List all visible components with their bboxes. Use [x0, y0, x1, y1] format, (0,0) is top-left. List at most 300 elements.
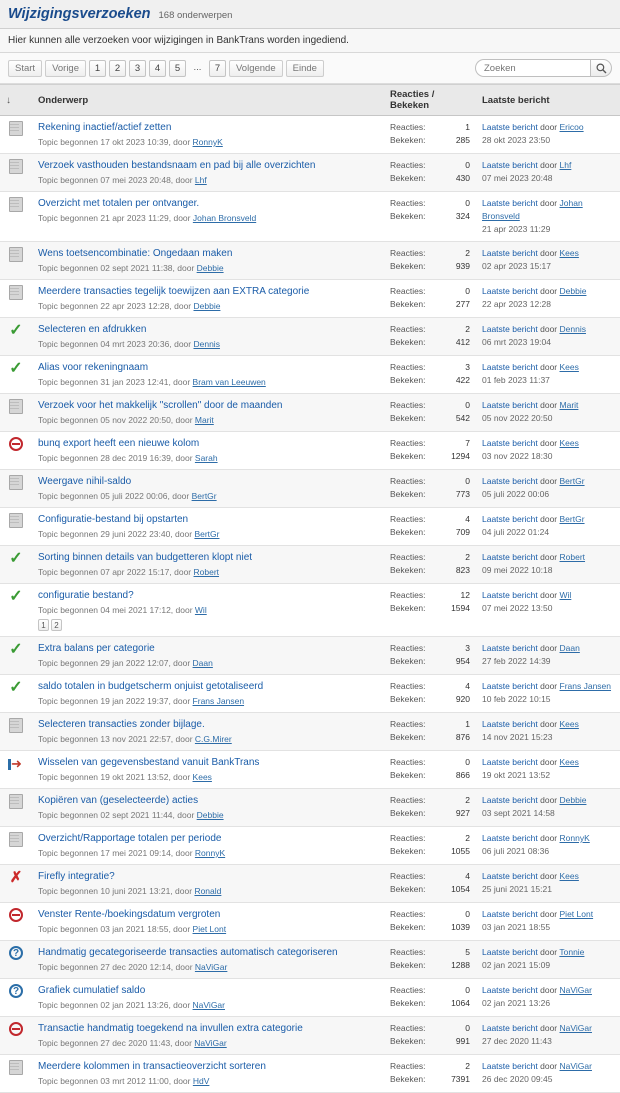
- table-row[interactable]: [0, 546, 620, 584]
- replies-value: 2: [465, 1061, 470, 1071]
- views-value: 430: [455, 173, 470, 183]
- replies-line: [390, 794, 470, 807]
- last-post-date: 02 apr 2023 15:17: [482, 261, 552, 271]
- replies-label: Reacties:: [390, 286, 426, 296]
- table-row[interactable]: [0, 903, 620, 941]
- topic-meta: Topic begonnen 17 mei 2021 09:14, door RonnyK: [38, 848, 226, 858]
- column-header-subject[interactable]: Onderwerp: [32, 85, 384, 116]
- last-post-line: Laatste bericht door Debbie: [482, 795, 587, 805]
- last-post-line: Laatste bericht door Marit: [482, 400, 579, 410]
- row-subject-cell: [32, 192, 384, 242]
- pagination-start[interactable]: Start: [8, 60, 42, 77]
- table-row[interactable]: [0, 865, 620, 903]
- views-line: [390, 997, 470, 1010]
- sort-descending-icon[interactable]: ↓: [6, 94, 11, 106]
- views-value: 954: [455, 656, 470, 666]
- replies-line: [390, 247, 470, 260]
- topic-title-link[interactable]: Configuratie-bestand bij opstarten: [38, 514, 189, 525]
- last-post-author-link[interactable]: Piet Lont: [559, 909, 594, 919]
- topic-author-link[interactable]: Sarah: [194, 453, 218, 463]
- views-line: [390, 298, 470, 311]
- replies-line: [390, 1022, 470, 1035]
- topic-icon: [9, 513, 23, 528]
- row-last-post-cell: [476, 637, 620, 675]
- search-icon[interactable]: [590, 59, 612, 77]
- row-status-icon-cell: [0, 546, 32, 584]
- table-row[interactable]: [0, 154, 620, 192]
- last-post-link[interactable]: Laatste bericht: [482, 362, 538, 372]
- pagination-prev[interactable]: Vorige: [45, 60, 86, 77]
- column-header-last-post[interactable]: Laatste bericht: [476, 85, 620, 116]
- topic-meta: Topic begonnen 29 juni 2022 23:40, door BertGr: [38, 529, 220, 539]
- pagination-next[interactable]: Volgende: [229, 60, 283, 77]
- topic-author-link[interactable]: RonnyK: [194, 848, 226, 858]
- row-subject-cell: [32, 865, 384, 903]
- last-post-link[interactable]: Laatste bericht: [482, 476, 538, 486]
- row-subject-cell: [32, 394, 384, 432]
- topic-meta: Topic begonnen 28 dec 2019 16:39, door Sarah: [38, 453, 218, 463]
- topic-author-link[interactable]: Kees: [192, 772, 212, 782]
- row-status-icon-cell: [0, 192, 32, 242]
- replies-value: 0: [465, 160, 470, 170]
- row-subject-cell: [32, 675, 384, 713]
- last-post-link[interactable]: Laatste bericht: [482, 438, 538, 448]
- last-post-link[interactable]: Laatste bericht: [482, 719, 538, 729]
- last-post-date: 07 mei 2022 13:50: [482, 603, 553, 613]
- row-status-icon-cell: [0, 318, 32, 356]
- last-post-link[interactable]: Laatste bericht: [482, 909, 538, 919]
- row-stats-cell: [384, 318, 476, 356]
- views-label: Bekeken:: [390, 261, 426, 271]
- topic-author-link[interactable]: Frans Jansen: [192, 696, 245, 706]
- topic-meta: Topic begonnen 02 jan 2021 13:26, door NaViGar: [38, 1000, 225, 1010]
- topic-title-link[interactable]: Rekening inactief/actief zetten: [38, 122, 172, 133]
- last-post-link[interactable]: Laatste bericht: [482, 590, 538, 600]
- topic-title-link[interactable]: Verzoek voor het makkelijk "scrollen" door de maanden: [38, 400, 283, 411]
- last-post-author-link[interactable]: Kees: [559, 719, 579, 729]
- table-row[interactable]: [0, 827, 620, 865]
- check-icon: ✓: [9, 588, 23, 605]
- topic-author-link[interactable]: Wil: [194, 605, 207, 615]
- topic-title-link[interactable]: Transactie handmatig toegekend na invullen extra categorie: [38, 1023, 303, 1034]
- pagination-page-5[interactable]: 5: [169, 60, 186, 77]
- last-post-author-link[interactable]: BertGr: [559, 476, 585, 486]
- last-post-date: 26 dec 2020 09:45: [482, 1074, 553, 1084]
- views-label: Bekeken:: [390, 884, 426, 894]
- replies-value: 2: [465, 552, 470, 562]
- last-post-line: Laatste bericht door NaViGar: [482, 1061, 592, 1071]
- last-post-author-link[interactable]: Daan: [559, 643, 580, 653]
- last-post-link[interactable]: Laatste bericht: [482, 947, 538, 957]
- replies-value: 4: [465, 514, 470, 524]
- topic-author-link[interactable]: BertGr: [194, 529, 220, 539]
- last-post-date: 09 mei 2022 10:18: [482, 565, 553, 575]
- row-status-icon-cell: [0, 865, 32, 903]
- views-value: 412: [455, 337, 470, 347]
- table-row[interactable]: [0, 394, 620, 432]
- row-status-icon-cell: [0, 356, 32, 394]
- check-icon: ✓: [9, 641, 23, 658]
- topic-icon: [9, 285, 23, 300]
- last-post-line: Laatste bericht door Kees: [482, 719, 579, 729]
- last-post-link[interactable]: Laatste bericht: [482, 985, 538, 995]
- topic-author-link[interactable]: Debbie: [193, 301, 221, 311]
- replies-label: Reacties:: [390, 160, 426, 170]
- last-post-author-link[interactable]: Frans Jansen: [559, 681, 612, 691]
- column-header-stats[interactable]: Reacties / Bekeken: [384, 85, 476, 116]
- topic-meta: Topic begonnen 07 apr 2022 15:17, door Robert: [38, 567, 220, 577]
- last-post-link[interactable]: Laatste bericht: [482, 400, 538, 410]
- topic-meta: Topic begonnen 05 nov 2022 20:50, door Marit: [38, 415, 214, 425]
- last-post-link[interactable]: Laatste bericht: [482, 643, 538, 653]
- row-stats-cell: [384, 432, 476, 470]
- row-last-post-cell: [476, 979, 620, 1017]
- row-subject-cell: [32, 432, 384, 470]
- table-row[interactable]: [0, 470, 620, 508]
- topic-author-link[interactable]: NaViGar: [192, 1000, 225, 1010]
- last-post-link[interactable]: Laatste bericht: [482, 871, 538, 881]
- pagination-page-last[interactable]: 7: [209, 60, 226, 77]
- column-header-icon: [0, 85, 32, 116]
- last-post-author-link[interactable]: Kees: [559, 871, 579, 881]
- replies-value: 0: [465, 286, 470, 296]
- topic-title-link[interactable]: Selecteren transacties zonder bijlage.: [38, 719, 205, 730]
- row-subject-cell: [32, 751, 384, 789]
- table-row[interactable]: [0, 789, 620, 827]
- row-last-post-cell: [476, 356, 620, 394]
- views-value: 1064: [451, 998, 470, 1008]
- row-stats-cell: [384, 470, 476, 508]
- topic-title-link[interactable]: Kopiëren van (geselecteerde) acties: [38, 795, 199, 806]
- row-stats-cell: [384, 356, 476, 394]
- replies-line: [390, 832, 470, 845]
- row-subject-cell: [32, 356, 384, 394]
- last-post-line: Laatste bericht door Kees: [482, 362, 579, 372]
- last-post-author-link[interactable]: Johan Bronsveld: [482, 198, 583, 221]
- topic-icon: [9, 247, 23, 262]
- topic-title-link[interactable]: Handmatig gecategoriseerde transacties automatisch categoriseren: [38, 947, 338, 958]
- topic-title-link[interactable]: Selecteren en afdrukken: [38, 324, 147, 335]
- replies-label: Reacties:: [390, 476, 426, 486]
- last-post-link[interactable]: Laatste bericht: [482, 248, 538, 258]
- last-post-link[interactable]: Laatste bericht: [482, 552, 538, 562]
- topic-title-link[interactable]: saldo totalen in budgetscherm onjuist getotaliseerd: [38, 681, 264, 692]
- replies-value: 4: [465, 681, 470, 691]
- row-last-post-cell: [476, 903, 620, 941]
- last-post-link[interactable]: Laatste bericht: [482, 160, 538, 170]
- table-row[interactable]: [0, 1017, 620, 1055]
- table-row[interactable]: [0, 280, 620, 318]
- topic-author-link[interactable]: Bram van Leeuwen: [192, 377, 266, 387]
- table-row[interactable]: [0, 979, 620, 1017]
- row-stats-cell: [384, 1017, 476, 1055]
- last-post-link[interactable]: Laatste bericht: [482, 1023, 538, 1033]
- last-post-line: Laatste bericht door RonnyK: [482, 833, 590, 843]
- last-post-link[interactable]: Laatste bericht: [482, 286, 538, 296]
- last-post-line: Laatste bericht door Robert: [482, 552, 586, 562]
- views-line: [390, 693, 470, 706]
- table-row[interactable]: [0, 751, 620, 789]
- topic-icon: [9, 718, 23, 733]
- last-post-author-link[interactable]: Kees: [559, 248, 579, 258]
- pagination-page-2[interactable]: 2: [109, 60, 126, 77]
- row-stats-cell: [384, 584, 476, 637]
- last-post-link[interactable]: Laatste bericht: [482, 122, 538, 132]
- search-input[interactable]: [475, 59, 590, 77]
- topic-author-link[interactable]: NaViGar: [194, 1038, 227, 1048]
- replies-label: Reacties:: [390, 795, 426, 805]
- views-label: Bekeken:: [390, 1074, 426, 1084]
- views-label: Bekeken:: [390, 603, 426, 613]
- topic-author-link[interactable]: Robert: [193, 567, 220, 577]
- views-line: [390, 172, 470, 185]
- pagination-page-4[interactable]: 4: [149, 60, 166, 77]
- replies-line: [390, 870, 470, 883]
- check-icon: ✓: [9, 360, 23, 377]
- replies-label: Reacties:: [390, 324, 426, 334]
- last-post-author-link[interactable]: Dennis: [559, 324, 586, 334]
- views-value: 7391: [451, 1074, 470, 1084]
- last-post-link[interactable]: Laatste bericht: [482, 795, 538, 805]
- last-post-author-link[interactable]: Kees: [559, 757, 579, 767]
- topic-author-link[interactable]: RonnyK: [192, 137, 223, 147]
- last-post-line: Laatste bericht door NaViGar: [482, 1023, 592, 1033]
- last-post-author-link[interactable]: NaViGar: [559, 985, 592, 995]
- views-line: [390, 134, 470, 147]
- table-row[interactable]: [0, 637, 620, 675]
- topic-title-link[interactable]: Wens toetsencombinatie: Ongedaan maken: [38, 248, 233, 259]
- topic-meta: Topic begonnen 21 apr 2023 11:29, door Johan Bronsveld: [38, 213, 257, 223]
- views-label: Bekeken:: [390, 770, 426, 780]
- table-row[interactable]: [0, 116, 620, 154]
- topic-title-link[interactable]: configuratie bestand?: [38, 590, 134, 601]
- last-post-link[interactable]: Laatste bericht: [482, 1061, 538, 1071]
- topic-author-link[interactable]: NaViGar: [194, 962, 228, 972]
- row-subject-cell: [32, 979, 384, 1017]
- topic-title-link[interactable]: Overzicht/Rapportage totalen per periode: [38, 833, 222, 844]
- topic-author-link[interactable]: Marit: [194, 415, 214, 425]
- last-post-date: 05 nov 2022 20:50: [482, 413, 553, 423]
- topic-author-link[interactable]: Johan Bronsveld: [192, 213, 257, 223]
- replies-value: 0: [465, 757, 470, 767]
- topic-meta: Topic begonnen 05 juli 2022 00:06, door BertGr: [38, 491, 217, 501]
- views-line: [390, 260, 470, 273]
- row-last-post-cell: [476, 318, 620, 356]
- views-line: [390, 769, 470, 782]
- last-post-line: Laatste bericht door Tonnie: [482, 947, 585, 957]
- row-last-post-cell: [476, 675, 620, 713]
- topic-author-link[interactable]: Debbie: [196, 263, 224, 273]
- pagination-end[interactable]: Einde: [286, 60, 324, 77]
- topic-count: 168 onderwerpen: [158, 10, 233, 21]
- topic-mini-page-1[interactable]: 1: [38, 619, 49, 631]
- topic-icon: [9, 794, 23, 809]
- row-last-post-cell: [476, 394, 620, 432]
- table-row[interactable]: [0, 242, 620, 280]
- topic-title-link[interactable]: Meerdere transacties tegelijk toewijzen aan EXTRA categorie: [38, 286, 310, 297]
- last-post-line: Laatste bericht door Kees: [482, 438, 579, 448]
- topic-meta: Topic begonnen 04 mei 2021 17:12, door Wil: [38, 605, 207, 615]
- row-status-icon-cell: [0, 584, 32, 637]
- table-row[interactable]: [0, 432, 620, 470]
- topic-title-link[interactable]: Grafiek cumulatief saldo: [38, 985, 146, 996]
- replies-label: Reacties:: [390, 719, 426, 729]
- topic-title-link[interactable]: Extra balans per categorie: [38, 643, 155, 654]
- row-last-post-cell: [476, 154, 620, 192]
- last-post-link[interactable]: Laatste bericht: [482, 681, 538, 691]
- last-post-line: Laatste bericht door Wil: [482, 590, 572, 600]
- topic-title-link[interactable]: Weergave nihil-saldo: [38, 476, 132, 487]
- replies-line: [390, 680, 470, 693]
- topic-author-link[interactable]: Dennis: [193, 339, 220, 349]
- last-post-author-link[interactable]: Tonnie: [559, 947, 585, 957]
- replies-value: 2: [465, 248, 470, 258]
- topic-title-link[interactable]: bunq export heeft een nieuwe kolom: [38, 438, 200, 449]
- row-stats-cell: [384, 903, 476, 941]
- last-post-author-link[interactable]: Robert: [559, 552, 586, 562]
- views-label: Bekeken:: [390, 413, 426, 423]
- row-stats-cell: [384, 675, 476, 713]
- last-post-line: Laatste bericht door Debbie: [482, 286, 587, 296]
- views-label: Bekeken:: [390, 922, 426, 932]
- last-post-author-link[interactable]: Lhf: [559, 160, 572, 170]
- table-row[interactable]: [0, 192, 620, 242]
- topic-author-link[interactable]: BertGr: [191, 491, 217, 501]
- last-post-author-link[interactable]: NaViGar: [559, 1023, 592, 1033]
- last-post-author-link[interactable]: Debbie: [559, 795, 587, 805]
- topic-title-link[interactable]: Verzoek vasthouden bestandsnaam en pad bij alle overzichten: [38, 160, 316, 171]
- views-label: Bekeken:: [390, 808, 426, 818]
- row-stats-cell: [384, 789, 476, 827]
- row-stats-cell: [384, 941, 476, 979]
- row-last-post-cell: [476, 470, 620, 508]
- topic-title-link[interactable]: Meerdere kolommen in transactieoverzicht sorteren: [38, 1061, 266, 1072]
- row-stats-cell: [384, 280, 476, 318]
- last-post-link[interactable]: Laatste bericht: [482, 514, 538, 524]
- views-line: [390, 731, 470, 744]
- topic-author-link[interactable]: Piet Lont: [192, 924, 227, 934]
- blocked-icon: [9, 1022, 23, 1036]
- row-subject-cell: [32, 789, 384, 827]
- row-last-post-cell: [476, 865, 620, 903]
- row-status-icon-cell: [0, 394, 32, 432]
- replies-value: 3: [465, 362, 470, 372]
- check-icon: ✓: [9, 550, 23, 567]
- last-post-line: Laatste bericht door BertGr: [482, 514, 585, 524]
- last-post-link[interactable]: Laatste bericht: [482, 198, 538, 208]
- table-row[interactable]: [0, 508, 620, 546]
- row-status-icon-cell: [0, 675, 32, 713]
- last-post-author-link[interactable]: RonnyK: [559, 833, 590, 843]
- topic-author-link[interactable]: Ronald: [194, 886, 222, 896]
- views-label: Bekeken:: [390, 337, 426, 347]
- topic-meta: Topic begonnen 13 nov 2021 22:57, door C.G.Mirer: [38, 734, 232, 744]
- table-row[interactable]: [0, 713, 620, 751]
- last-post-author-link[interactable]: Wil: [559, 590, 572, 600]
- check-icon: ✓: [9, 679, 23, 696]
- table-row[interactable]: [0, 941, 620, 979]
- last-post-date: 28 okt 2023 23:50: [482, 135, 551, 145]
- last-post-line: Laatste bericht door BertGr: [482, 476, 585, 486]
- last-post-author-link[interactable]: Kees: [559, 438, 579, 448]
- views-line: [390, 1073, 470, 1086]
- topic-author-link[interactable]: C.G.Mirer: [194, 734, 232, 744]
- replies-value: 0: [465, 909, 470, 919]
- row-stats-cell: [384, 1055, 476, 1093]
- row-last-post-cell: [476, 827, 620, 865]
- replies-line: [390, 121, 470, 134]
- last-post-line: Laatste bericht door Johan Bronsveld: [482, 198, 583, 221]
- topic-meta: Topic begonnen 31 jan 2023 12:41, door Bram van Leeuwen: [38, 377, 266, 387]
- last-post-link[interactable]: Laatste bericht: [482, 833, 538, 843]
- row-status-icon-cell: [0, 903, 32, 941]
- topic-title-link[interactable]: Firefly integratie?: [38, 871, 115, 882]
- replies-label: Reacties:: [390, 833, 426, 843]
- topic-author-link[interactable]: Debbie: [196, 810, 224, 820]
- views-line: [390, 488, 470, 501]
- replies-label: Reacties:: [390, 643, 426, 653]
- topic-icon: [9, 832, 23, 847]
- row-subject-cell: [32, 1017, 384, 1055]
- topic-meta: Topic begonnen 03 jan 2021 18:55, door Piet Lont: [38, 924, 227, 934]
- last-post-author-link[interactable]: Debbie: [559, 286, 587, 296]
- topic-icon: [9, 475, 23, 490]
- table-row[interactable]: [0, 318, 620, 356]
- row-subject-cell: [32, 318, 384, 356]
- row-subject-cell: [32, 242, 384, 280]
- views-value: 1288: [451, 960, 470, 970]
- table-row[interactable]: [0, 675, 620, 713]
- topic-title-link[interactable]: Alias voor rekeningnaam: [38, 362, 149, 373]
- topic-author-link[interactable]: Lhf: [194, 175, 207, 185]
- last-post-date: 27 feb 2022 14:39: [482, 656, 551, 666]
- topic-meta: Topic begonnen 22 apr 2023 12:28, door Debbie: [38, 301, 221, 311]
- last-post-link[interactable]: Laatste bericht: [482, 324, 538, 334]
- last-post-author-link[interactable]: Marit: [559, 400, 579, 410]
- table-row[interactable]: [0, 356, 620, 394]
- last-post-author-link[interactable]: Ericoo: [559, 122, 584, 132]
- views-value: 773: [455, 489, 470, 499]
- replies-value: 7: [465, 438, 470, 448]
- last-post-link[interactable]: Laatste bericht: [482, 757, 538, 767]
- row-subject-cell: [32, 827, 384, 865]
- topic-author-link[interactable]: HdV: [192, 1076, 210, 1086]
- topic-title-link[interactable]: Venster Rente-/boekingsdatum vergroten: [38, 909, 221, 920]
- replies-value: 1: [465, 719, 470, 729]
- pagination-page-1[interactable]: 1: [89, 60, 106, 77]
- last-post-author-link[interactable]: NaViGar: [559, 1061, 592, 1071]
- views-value: 991: [455, 1036, 470, 1046]
- views-label: Bekeken:: [390, 846, 426, 856]
- views-label: Bekeken:: [390, 565, 426, 575]
- topic-title-link[interactable]: Overzicht met totalen per ontvanger.: [38, 198, 200, 209]
- replies-label: Reacties:: [390, 248, 426, 258]
- topic-author-link[interactable]: Daan: [192, 658, 213, 668]
- replies-label: Reacties:: [390, 198, 426, 208]
- row-status-icon-cell: [0, 1055, 32, 1093]
- topic-title-link[interactable]: Sorting binnen details van budgetteren klopt niet: [38, 552, 253, 563]
- row-last-post-cell: [476, 508, 620, 546]
- row-stats-cell: [384, 751, 476, 789]
- topic-mini-page-2[interactable]: 2: [51, 619, 62, 631]
- pagination-page-3[interactable]: 3: [129, 60, 146, 77]
- table-row[interactable]: [0, 1055, 620, 1093]
- topic-title-link[interactable]: Wisselen van gegevensbestand vanuit BankTrans: [38, 757, 260, 768]
- table-row[interactable]: [0, 584, 620, 637]
- last-post-author-link[interactable]: Kees: [559, 362, 579, 372]
- last-post-author-link[interactable]: BertGr: [559, 514, 585, 524]
- replies-line: [390, 513, 470, 526]
